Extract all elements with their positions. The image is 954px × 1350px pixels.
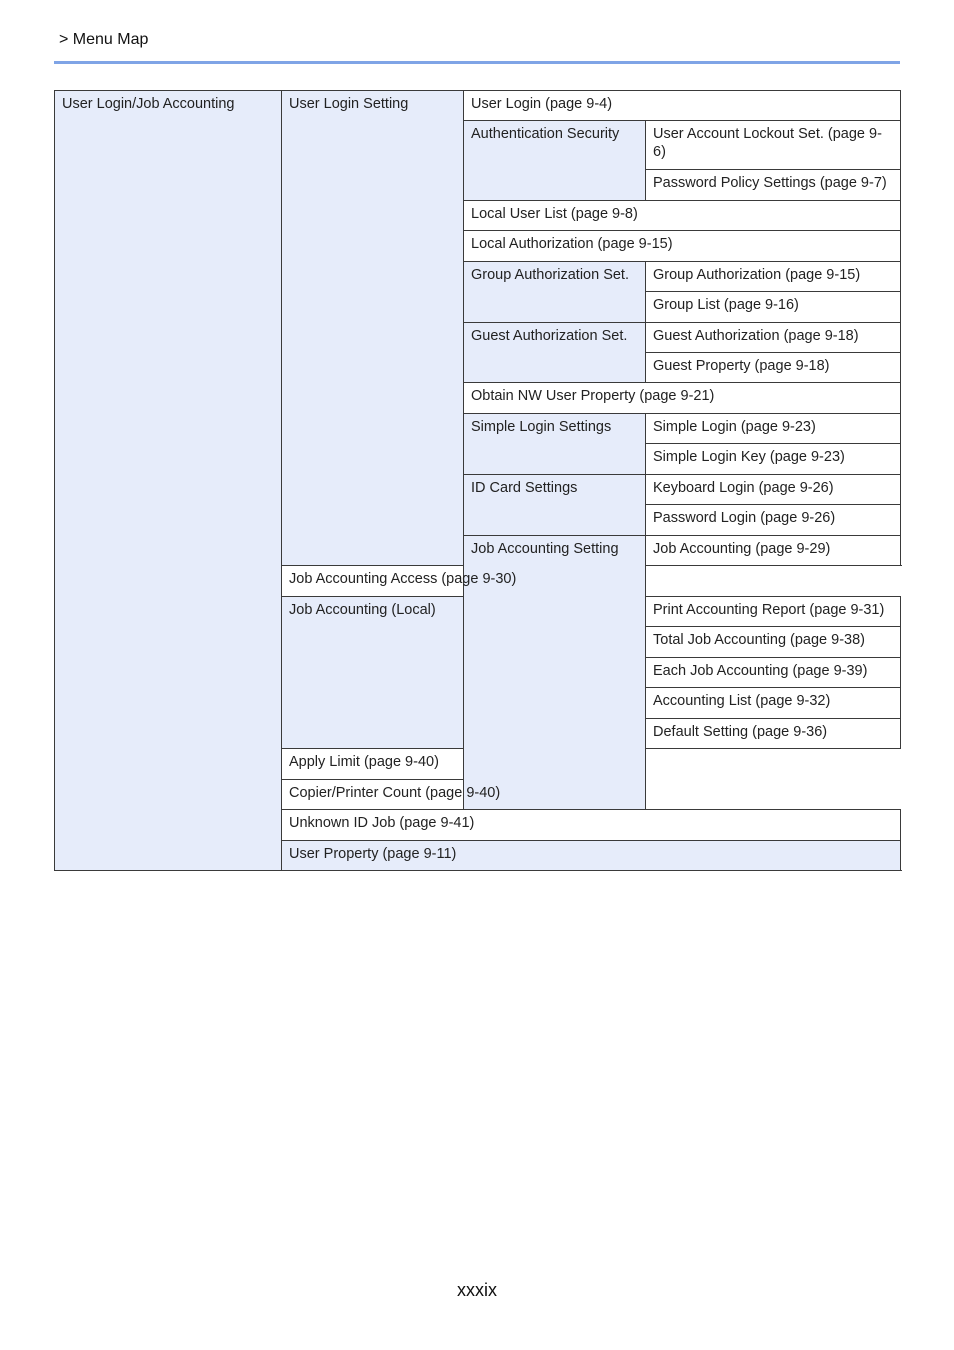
page-number: xxxix: [457, 1280, 497, 1300]
menu-item-simple-login-key: Simple Login Key (page 9-23): [646, 444, 901, 474]
menu-item-guest-authorization: Guest Authorization (page 9-18): [646, 322, 901, 352]
menu-item-user-login-setting: User Login Setting: [282, 91, 464, 566]
menu-item-local-authorization: Local Authorization (page 9-15): [464, 231, 901, 261]
menu-item-id-card-settings: ID Card Settings: [464, 474, 646, 535]
menu-item-obtain-nw-user-property: Obtain NW User Property (page 9-21): [464, 383, 901, 413]
menu-item-job-accounting: Job Accounting (page 9-29): [646, 535, 901, 565]
menu-item-user-login-job-accounting: User Login/Job Accounting: [55, 91, 282, 871]
menu-item-default-setting: Default Setting (page 9-36): [646, 718, 901, 748]
menu-item-total-job-accounting: Total Job Accounting (page 9-38): [646, 627, 901, 657]
menu-item-print-accounting-report: Print Accounting Report (page 9-31): [646, 596, 901, 626]
menu-item-local-user-list: Local User List (page 9-8): [464, 200, 901, 230]
menu-map-table: [54, 90, 901, 871]
menu-item-job-accounting-setting: Job Accounting Setting: [464, 535, 646, 809]
menu-item-job-accounting-access: Job Accounting Access (page 9-30): [282, 566, 646, 596]
menu-item-group-list: Group List (page 9-16): [646, 292, 901, 322]
breadcrumb: > Menu Map: [59, 31, 149, 48]
menu-item-simple-login-settings: Simple Login Settings: [464, 413, 646, 474]
menu-item-each-job-accounting: Each Job Accounting (page 9-39): [646, 657, 901, 687]
menu-item-password-policy: Password Policy Settings (page 9-7): [646, 170, 901, 200]
menu-item-guest-property: Guest Property (page 9-18): [646, 353, 901, 383]
menu-item-group-authorization: Group Authorization (page 9-15): [646, 261, 901, 291]
menu-item-group-authorization-set: Group Authorization Set.: [464, 261, 646, 322]
menu-item-user-property: User Property (page 9-11): [282, 840, 901, 871]
menu-item-keyboard-login: Keyboard Login (page 9-26): [646, 474, 901, 504]
menu-item-simple-login: Simple Login (page 9-23): [646, 413, 901, 443]
menu-item-user-account-lockout: User Account Lockout Set. (page 9-6): [646, 121, 901, 170]
menu-item-user-login: User Login (page 9-4): [464, 91, 901, 121]
menu-item-apply-limit: Apply Limit (page 9-40): [282, 749, 646, 779]
menu-item-guest-authorization-set: Guest Authorization Set.: [464, 322, 646, 383]
menu-item-accounting-list: Accounting List (page 9-32): [646, 688, 901, 718]
menu-item-unknown-id-job: Unknown ID Job (page 9-41): [282, 810, 901, 840]
menu-item-authentication-security: Authentication Security: [464, 121, 646, 200]
menu-item-password-login: Password Login (page 9-26): [646, 505, 901, 535]
menu-item-job-accounting-local: Job Accounting (Local): [282, 596, 464, 748]
header-divider: [54, 61, 900, 64]
menu-item-copier-printer-count: Copier/Printer Count (page 9-40): [282, 779, 646, 809]
